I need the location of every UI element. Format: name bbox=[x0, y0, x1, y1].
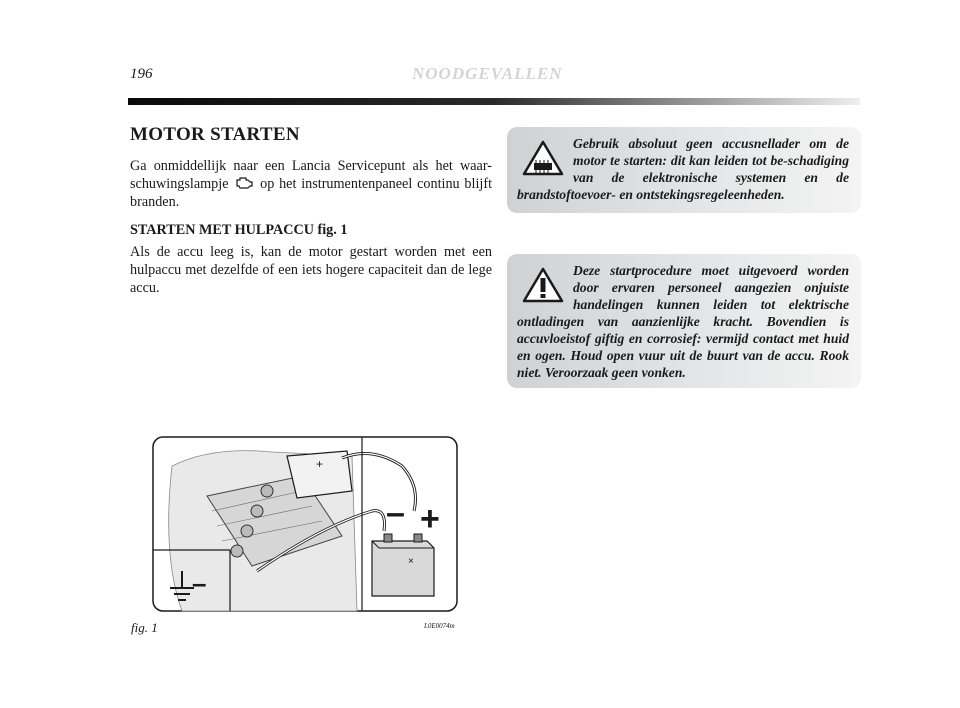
paragraph-text-end: op het instrumentenpaneel continu blijft branden. bbox=[130, 176, 493, 210]
figure-caption: fig. 1 bbox=[131, 620, 158, 635]
page-heading: MOTOR STARTEN bbox=[130, 124, 300, 145]
figure-minus-label: – bbox=[386, 494, 405, 532]
paragraph-text-start: Ga onmiddellijk naar een Lancia Servicepunt als het waar-schuwingslampje bbox=[130, 158, 492, 192]
warning-box-procedure bbox=[507, 254, 861, 388]
warning-text-procedure: Deze startprocedure moet uitgevoerd worden door ervaren personeel aangezien onjuiste handelingen kunnen leiden tot elektrische ontladingen van aanzienlijke kracht. Bovendien is accuvloeistof giftig en corrosief: vermijd contact met huid en ogen. Houd open vuur uit de buurt van de accu. Rook niet. Veroorzaak geen vonken. bbox=[517, 263, 849, 380]
warning-text-charger: Gebruik absoluut geen accusnellader om de motor te starten: dit kan leiden tot be-schadiging van de elektronische systemen en de brandstoftoevoer- en ontstekingsregeleenheden. bbox=[517, 136, 849, 202]
figure-ground-minus-label: – bbox=[192, 568, 207, 598]
figure-plus-label: + bbox=[420, 500, 440, 538]
section-title: NOODGEVALLEN bbox=[412, 64, 563, 83]
header-rule bbox=[128, 98, 860, 105]
exclamation-warning-icon bbox=[521, 266, 565, 304]
svg-text:×: × bbox=[408, 556, 414, 567]
page-number: 196 bbox=[130, 66, 153, 82]
figure-code: L0E0074m bbox=[424, 622, 455, 630]
subheading-jump-start: STARTEN MET HULPACCU fig. 1 bbox=[130, 222, 348, 238]
electronics-warning-icon bbox=[521, 139, 565, 177]
paragraph-jump-start: Als de accu leeg is, kan de motor gestart worden met een hulpaccu met dezelfde of een iets hogere capaciteit dan de lege accu. bbox=[130, 244, 492, 296]
svg-text:+: + bbox=[316, 457, 324, 471]
engine-fault-icon bbox=[235, 176, 253, 190]
paragraph-warning-lamp bbox=[130, 157, 492, 211]
warning-box-charger bbox=[507, 127, 861, 213]
